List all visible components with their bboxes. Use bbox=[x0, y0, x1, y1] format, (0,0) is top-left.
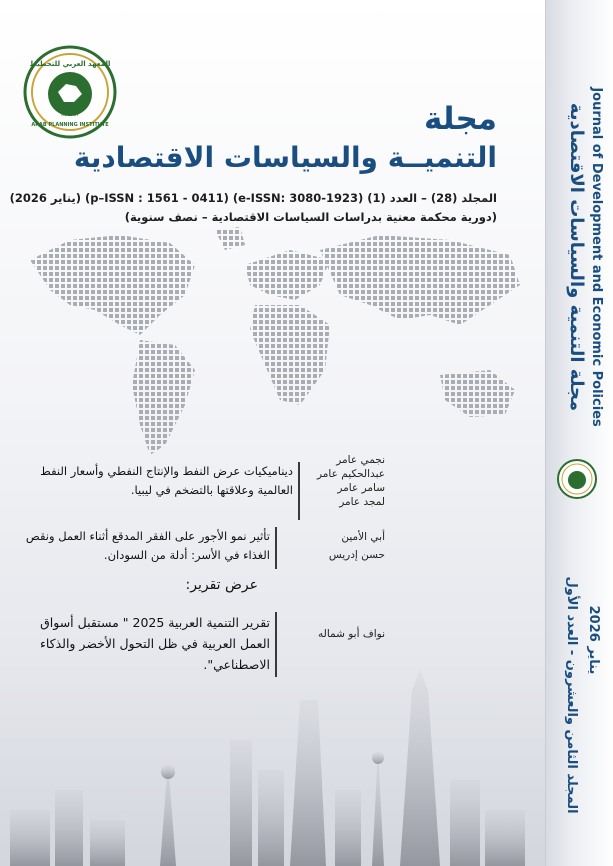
article-2-title-line2: الغذاء في الأسر: أدلة من السودان. bbox=[103, 548, 270, 562]
spine-logo bbox=[556, 458, 598, 500]
article-1-author: لمجد عامر bbox=[339, 496, 385, 508]
world-map-graphic bbox=[0, 205, 545, 475]
spine-title bbox=[553, 52, 607, 462]
journal-title-line1: مجلة bbox=[424, 101, 497, 137]
article-1-author: عبدالحكيم عامر bbox=[316, 468, 385, 480]
journal-title-line2: التنميــة والسياسات الاقتصادية bbox=[73, 141, 497, 174]
review-title bbox=[10, 612, 270, 675]
article-1-divider bbox=[298, 462, 300, 520]
journal-subtitle: (دورية محكمة معنية بدراسات السياسات الاقتصادية – نصف سنوية) bbox=[124, 210, 497, 224]
article-1-title-line2: العالمية وعلاقتها بالتضخم في ليبيا. bbox=[130, 483, 293, 497]
logo-text-bottom: ARAB PLANNING INSTITUTE bbox=[31, 122, 109, 128]
article-2-title-line1: تأثير نمو الأجور على الفقر المدقع أثناء العمل ونقص bbox=[25, 529, 270, 543]
spine-arabic-title: مجلة التنمية والسياسات الاقتصادية bbox=[566, 102, 587, 412]
article-1-title bbox=[10, 462, 293, 500]
article-2-author: حسن إدريس bbox=[328, 549, 385, 561]
report-review-heading: عرض تقرير: bbox=[185, 577, 258, 593]
review-divider bbox=[275, 612, 277, 677]
logo-text-mid: الكويت bbox=[62, 74, 78, 80]
article-1-authors bbox=[305, 453, 385, 509]
city-skyline-graphic bbox=[0, 660, 545, 866]
article-2-title bbox=[10, 527, 270, 565]
spine-issue-line1: المجلد الثامن والعشرون - العدد الأول bbox=[564, 576, 579, 814]
article-2-authors bbox=[295, 530, 385, 562]
review-author: نواف أبو شماله bbox=[318, 628, 385, 640]
article-2-divider bbox=[275, 527, 277, 569]
logo-text-top: المعهد العربي للتخطيط bbox=[29, 60, 111, 68]
review-title-line3: الاصطناعي". bbox=[203, 657, 270, 672]
issue-meta-line: المجلد (28) – العدد (1) (e-ISSN: 3080-1923) (p–ISSN : 1561 - 0411) (يناير 2026) bbox=[9, 191, 497, 205]
logo-text-country: KUWAIT bbox=[61, 113, 79, 118]
spine-english-title: Journal of Development and Economic Policies bbox=[589, 87, 604, 427]
review-title-line1: تقرير التنمية العربية 2025 " مستقبل أسواق bbox=[40, 615, 270, 630]
article-1-author: نجمي عامر bbox=[336, 454, 385, 466]
spine-issue-line2: يناير 2026 bbox=[586, 605, 601, 675]
spine-issue-info bbox=[552, 570, 608, 820]
article-1-author: سامر عامر bbox=[337, 482, 385, 494]
article-1-title-line1: ديناميكيات عرض النفط والإنتاج النفطي وأسعار النفط bbox=[40, 464, 293, 478]
review-title-line2: العمل العربية في ظل التحول الأخضر والذكاء bbox=[39, 636, 270, 651]
institute-logo bbox=[22, 44, 118, 140]
article-2-author: أبي الأمين bbox=[341, 531, 385, 543]
